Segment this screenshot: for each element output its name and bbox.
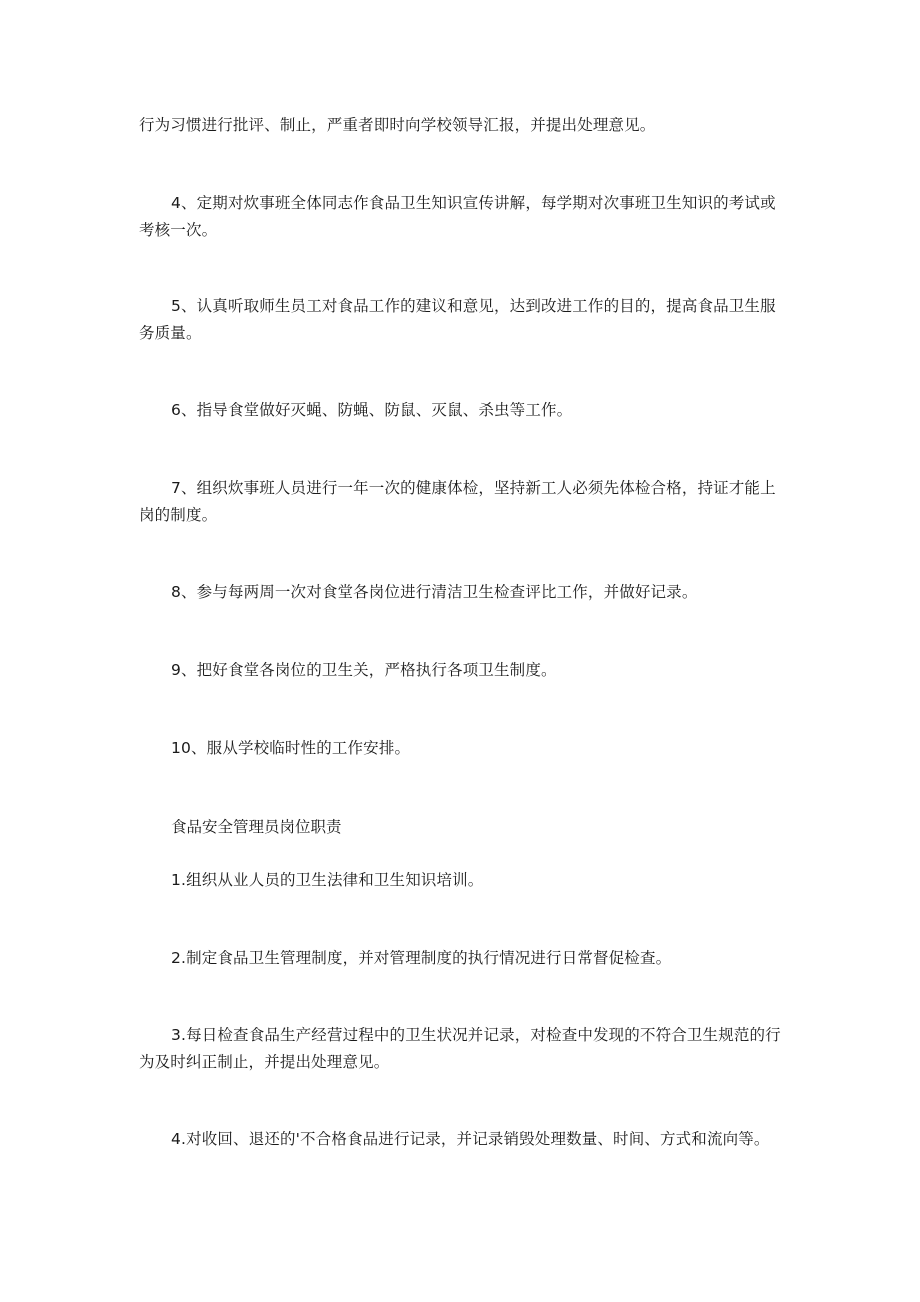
paragraph-item-5: 5、认真听取师生员工对食品工作的建议和意见，达到改进工作的目的，提高食品卫生服务质量。 bbox=[139, 297, 776, 342]
section-item-1: 1.组织从业人员的卫生法律和卫生知识培训。 bbox=[171, 871, 484, 889]
paragraph-item-6: 6、指导食堂做好灭蝇、防蝇、防鼠、灭鼠、杀虫等工作。 bbox=[171, 401, 573, 419]
paragraph-item-8: 8、参与每两周一次对食堂各岗位进行清洁卫生检查评比工作，并做好记录。 bbox=[171, 583, 698, 601]
paragraph-item-10: 10、服从学校临时性的工作安排。 bbox=[171, 739, 411, 757]
paragraph-item-7: 7、组织炊事班人员进行一年一次的健康体检，坚持新工人必须先体检合格，持证才能上岗的制度。 bbox=[139, 479, 776, 524]
section-item-3: 3.每日检查食品生产经营过程中的卫生状况并记录，对检查中发现的不符合卫生规范的行为及时纠正制止，并提出处理意见。 bbox=[139, 1026, 781, 1071]
section-item-2: 2.制定食品卫生管理制度，并对管理制度的执行情况进行日常督促检查。 bbox=[171, 949, 672, 967]
section-title: 食品安全管理员岗位职责 bbox=[171, 818, 342, 836]
paragraph-item-9: 9、把好食堂各岗位的卫生关，严格执行各项卫生制度。 bbox=[171, 661, 557, 679]
paragraph-continuation: 行为习惯进行批评、制止，严重者即时向学校领导汇报，并提出处理意见。 bbox=[139, 116, 656, 134]
paragraph-item-4: 4、定期对炊事班全体同志作食品卫生知识宣传讲解，每学期对次事班卫生知识的考试或考核一次。 bbox=[139, 194, 776, 239]
section-item-4: 4.对收回、退还的'不合格食品进行记录，并记录销毁处理数量、时间、方式和流向等。 bbox=[171, 1130, 770, 1148]
